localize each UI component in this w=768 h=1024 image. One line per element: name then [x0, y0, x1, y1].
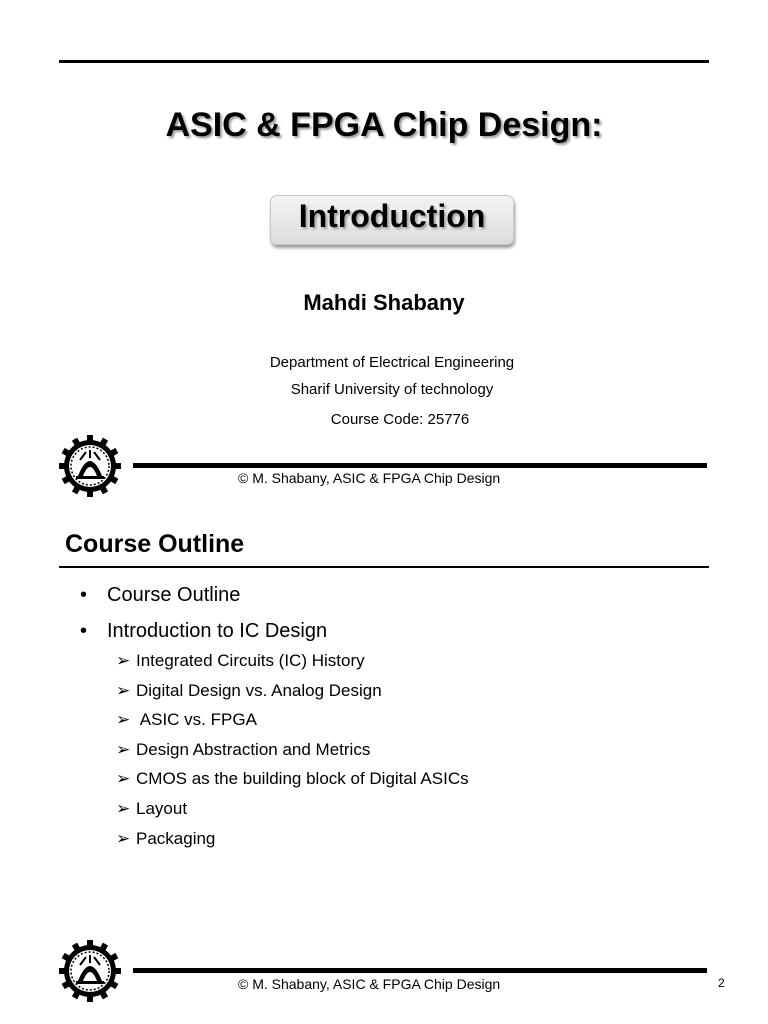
course-code: Course Code: 25776: [330, 411, 470, 428]
bullet-list: [80, 582, 327, 654]
page-number: 2: [718, 976, 725, 990]
list-item: ➢ Integrated Circuits (IC) History: [116, 649, 469, 679]
list-item: • Introduction to IC Design: [80, 618, 327, 654]
sub-item-list: [116, 649, 469, 856]
department: Department of Electrical Engineering: [269, 354, 515, 371]
slide-title: ASIC & FPGA Chip Design:: [165, 106, 603, 144]
arrow-bullet-icon: ➢: [116, 739, 131, 759]
section-title: Course Outline: [65, 530, 245, 558]
arrow-bullet-icon: ➢: [116, 798, 131, 818]
slide-subtitle: Introduction: [298, 198, 486, 234]
footer-rule: [133, 463, 707, 468]
university-seal-icon: [56, 940, 124, 1002]
arrow-bullet-icon: ➢: [116, 769, 131, 789]
top-rule: [59, 60, 709, 63]
list-item: ➢ Packaging: [116, 827, 469, 857]
footer-copyright: © M. Shabany, ASIC & FPGA Chip Design: [238, 470, 501, 486]
list-item: ➢ Layout: [116, 797, 469, 827]
title-rule: [59, 566, 709, 568]
university: Sharif University of technology: [290, 381, 494, 398]
arrow-bullet-icon: ➢: [116, 710, 131, 730]
university-seal-icon: [56, 435, 124, 497]
list-item: ➢ CMOS as the building block of Digital ASICs: [116, 767, 469, 797]
arrow-bullet-icon: ➢: [116, 828, 131, 848]
author-name: Mahdi Shabany: [303, 290, 465, 315]
arrow-bullet-icon: ➢: [116, 651, 131, 670]
arrow-bullet-icon: ➢: [116, 680, 131, 700]
list-item: ➢ Design Abstraction and Metrics: [116, 738, 469, 768]
footer-copyright: © M. Shabany, ASIC & FPGA Chip Design: [238, 976, 501, 992]
list-item: ➢ ASIC vs. FPGA: [116, 708, 469, 738]
footer-rule: [133, 968, 707, 973]
list-item: ➢ Digital Design vs. Analog Design: [116, 679, 469, 709]
list-item: • Course Outline: [80, 582, 327, 618]
